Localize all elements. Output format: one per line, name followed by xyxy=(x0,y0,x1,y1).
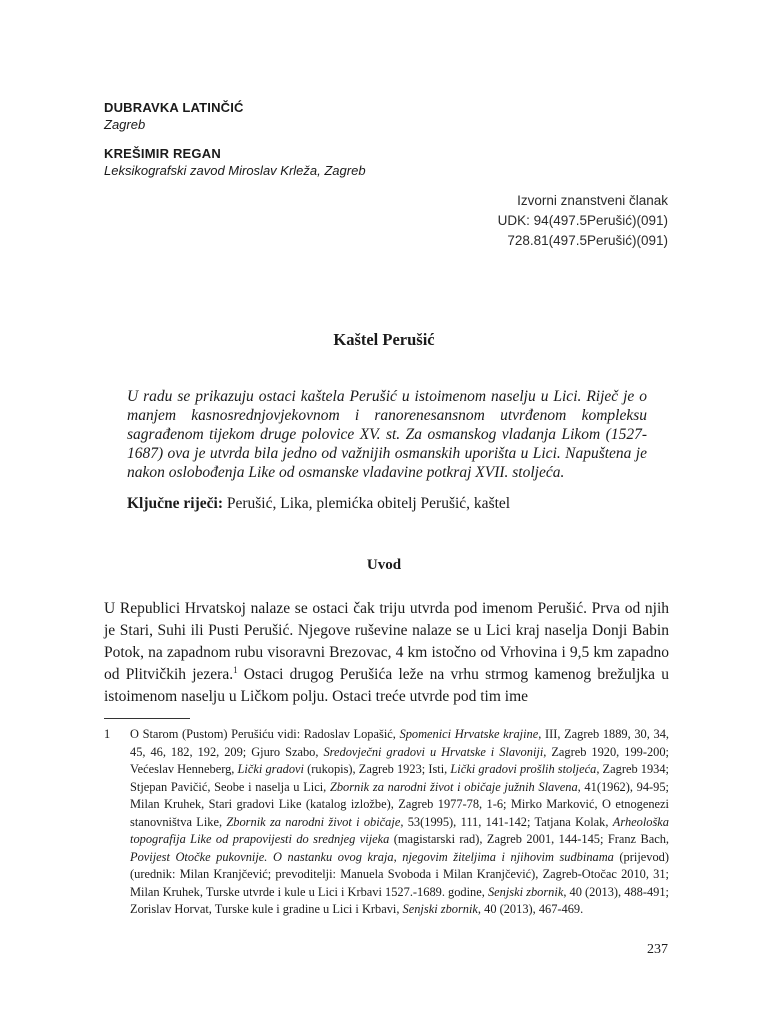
footnote-segment: , 41(1962), 94-95; Milan Kruhek, Stari gradovi Like (katalog izložbe), Zagreb 1977-78, 1-6; Mirko Marković, O etnogenezi stanovništva Like, xyxy=(130,779,669,829)
body-paragraph xyxy=(104,598,669,708)
abstract: U radu se prikazuju ostaci kaštela Perušić u istoimenom naselju u Lici. Riječ je o manjem kasnosrednjovjekovnom i ranorenesansnom utvrđenom kompleksu sagrađenom tijekom druge polovice XV. st. Za osmanskog vladanja Likom (1527-1687) ova je utvrda bila jedno od važnijih osmanskih uporišta u Lici. Napuštena je nakon oslobođenja Like od osmanske vladavine potkraj XVII. stoljeća. xyxy=(127,388,647,481)
footnote-segment: , Zagreb 1934; Stjepan Pavičić, Seobe i naselja u Lici, xyxy=(130,762,669,794)
footnote-segment: (rukopis), Zagreb 1923; Isti, xyxy=(303,762,451,776)
footnote-citation-title: Senjski zbornik xyxy=(402,902,478,916)
footnote-citation-title: Lički gradovi xyxy=(237,762,304,776)
footnote-citation-title: Senjski zbornik xyxy=(487,884,564,899)
author-1-affiliation: Zagreb xyxy=(104,117,146,132)
footnote-segment: , 40 (2013), 467-469. xyxy=(477,902,584,916)
footnote-number: 1 xyxy=(104,727,111,741)
footnote-segment: , III, Zagreb 1889, 30, 34, 45, 46, 182, 192, 209; Gjuro Szabo, xyxy=(130,727,669,759)
footnote xyxy=(104,726,669,919)
keywords xyxy=(127,494,647,513)
udk-line-1: UDK: 94(497.5Perušić)(091) xyxy=(497,213,668,228)
keywords-label: Ključne riječi: xyxy=(127,495,223,512)
footnote-text xyxy=(130,726,669,919)
footnote-divider xyxy=(104,718,190,719)
footnote-citation-title: Zbornik za narodni život i običaje xyxy=(226,814,401,829)
page-number: 237 xyxy=(647,942,668,957)
article-title: Kaštel Perušić xyxy=(333,330,435,349)
footnote-ref[interactable]: 1 xyxy=(233,664,238,675)
author-2-affiliation: Leksikografski zavod Miroslav Krleža, Zagreb xyxy=(104,163,366,178)
footnote-citation-title: Arheološka topografija Like od prapovijesti do srednjeg vijeka xyxy=(130,814,669,846)
body-text-part-1: U Republici Hrvatskoj nalaze se ostaci čak triju utvrda pod imenom Perušić. Prva od njih je Stari, Suhi ili Pusti Perušić. Njegove ruševine nalaze se u Lici kraj naselja Donji Babin Potok, na zapadnom rubu visoravni Brezovac, 4 km istočno od Vrhovina i 9,5 km zapadno od Plitvičkih jezera. xyxy=(104,600,669,683)
footnote-segment: O Starom (Pustom) Perušiću vidi: Radoslav Lopašić, xyxy=(130,727,400,741)
author-1-name: DUBRAVKA LATINČIĆ xyxy=(104,100,244,115)
body-text-part-2: Ostaci drugog Perušića leže na vrhu strmog kamenog brežuljka u istoimenom naselju u Ličkom polju. Ostaci treće utvrde pod tim ime xyxy=(104,666,669,705)
footnote-segment: (prijevod) (urednik: Milan Kranjčević; prevoditelji: Manuela Svoboda i Milan Kranjčević), Zagreb-Otočac 2010, 31; Milan Kruhek, Turske utvrde i kule u Lici i Krbavi 1527.-1689. godine, xyxy=(130,849,669,899)
footnote-citation-title: Povijest Otočke pukovnije. O nastanku ovog kraja, njegovim žiteljima i njihovim sudbinama xyxy=(130,849,614,864)
footnote-segment: (magistarski rad), Zagreb 2001, 144-145; Franz Bach, xyxy=(389,832,670,846)
author-2-name: KREŠIMIR REGAN xyxy=(104,146,221,161)
footnote-segment: , 53(1995), 111, 141-142; Tatjana Kolak, xyxy=(400,814,613,829)
footnote-citation-title: Zbornik za narodni život i običaje južnih Slavena xyxy=(329,779,578,794)
udk-line-2: 728.81(497.5Perušić)(091) xyxy=(507,233,668,248)
footnote-citation-title: Spomenici Hrvatske krajine xyxy=(399,727,539,741)
keywords-text: Perušić, Lika, plemićka obitelj Perušić, kaštel xyxy=(222,495,511,512)
footnote-citation-title: Sredovječni gradovi u Hrvatske i Slavoniji xyxy=(323,744,544,759)
footnote-segment: , 40 (2013), 488-491; Zorislav Horvat, Turske kule i gradine u Lici i Krbavi, xyxy=(130,884,669,916)
section-heading: Uvod xyxy=(366,557,402,573)
footnote-citation-title: Lički gradovi prošlih stoljeća xyxy=(450,762,597,776)
article-type: Izvorni znanstveni članak xyxy=(517,193,668,208)
footnote-segment: , Zagreb 1920, 199-200; Većeslav Henneberg, xyxy=(130,744,669,776)
